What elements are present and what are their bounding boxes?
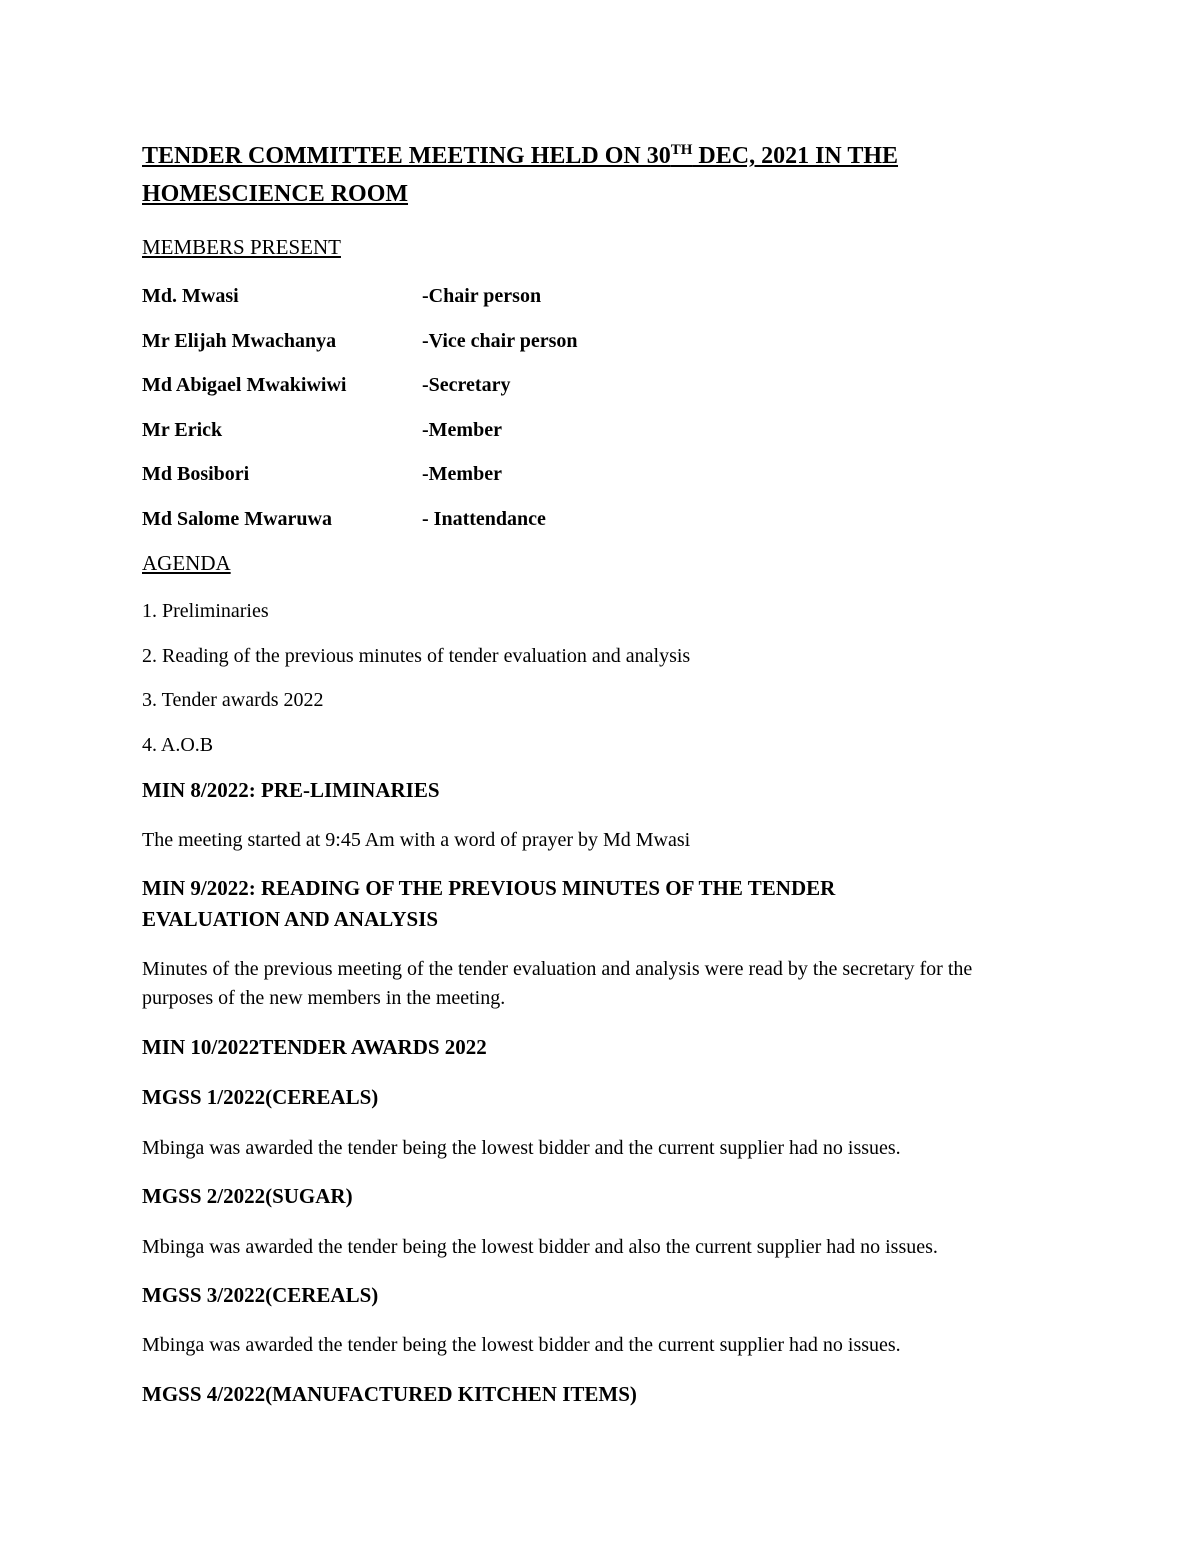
award-heading: MGSS 2/2022(SUGAR) — [142, 1184, 353, 1208]
member-role: -Chair person — [422, 285, 542, 307]
min8-heading: MIN 8/2022: PRE-LIMINARIES — [142, 778, 440, 802]
member-role: -Secretary — [422, 374, 511, 396]
min9-text-line1: Minutes of the previous meeting of the tender evaluation and analysis were read by the secretary for the — [142, 958, 973, 980]
member-role: -Member — [422, 419, 502, 441]
min9-text-line2: purposes of the new members in the meeting. — [142, 987, 506, 1009]
award-heading: MGSS 4/2022(MANUFACTURED KITCHEN ITEMS) — [142, 1382, 637, 1406]
agenda-item: 4. A.O.B — [142, 734, 214, 756]
min9-heading-line2: EVALUATION AND ANALYSIS — [142, 907, 439, 931]
award-heading: MGSS 3/2022(CEREALS) — [142, 1283, 379, 1307]
award-text: Mbinga was awarded the tender being the lowest bidder and the current supplier had no issues. — [142, 1137, 901, 1159]
agenda-item: 2. Reading of the previous minutes of tender evaluation and analysis — [142, 645, 691, 667]
min10-heading: MIN 10/2022TENDER AWARDS 2022 — [142, 1035, 487, 1059]
award-text: Mbinga was awarded the tender being the lowest bidder and the current supplier had no issues. — [142, 1334, 901, 1356]
agenda-item: 1. Preliminaries — [142, 600, 269, 622]
member-name: Mr Erick — [142, 419, 223, 441]
member-name: Md Abigael Mwakiwiwi — [142, 374, 347, 396]
award-heading: MGSS 1/2022(CEREALS) — [142, 1085, 379, 1109]
award-text: Mbinga was awarded the tender being the lowest bidder and also the current supplier had no issues. — [142, 1236, 938, 1258]
document-title-line1: TENDER COMMITTEE MEETING HELD ON 30TH DEC, 2021 IN THE — [142, 142, 899, 169]
member-name: Mr Elijah Mwachanya — [142, 330, 337, 352]
member-name: Md Salome Mwaruwa — [142, 508, 332, 530]
member-role: -Vice chair person — [422, 330, 578, 352]
min8-text: The meeting started at 9:45 Am with a word of prayer by Md Mwasi — [142, 829, 691, 851]
min9-heading-line1: MIN 9/2022: READING OF THE PREVIOUS MINUTES OF THE TENDER — [142, 876, 836, 900]
agenda-heading: AGENDA — [142, 551, 231, 575]
document-title-line2: HOMESCIENCE ROOM — [142, 181, 409, 207]
member-name: Md Bosibori — [142, 463, 250, 485]
member-name: Md. Mwasi — [142, 285, 239, 307]
member-role: - Inattendance — [422, 508, 546, 530]
members-heading: MEMBERS PRESENT — [142, 235, 341, 259]
agenda-item: 3. Tender awards 2022 — [142, 689, 324, 711]
member-role: -Member — [422, 463, 502, 485]
